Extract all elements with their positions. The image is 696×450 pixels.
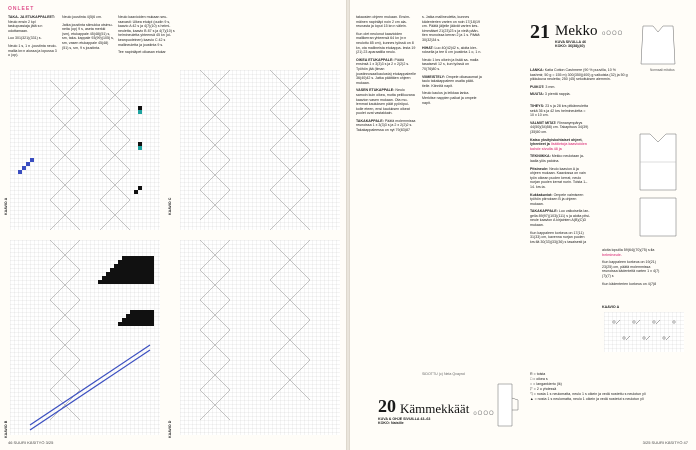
brand-label: ONLEET <box>8 6 35 12</box>
legend-text: = oikea s <box>533 377 548 381</box>
chart-grid-lines <box>10 70 160 230</box>
page-footer-left: 46 SUURI KÄSITYÖ 3/25 <box>8 440 54 445</box>
decorative-dots: oOOO <box>473 411 495 417</box>
paragraph: 3 mm. <box>545 84 556 89</box>
legend-symbol: ◸ <box>530 387 533 391</box>
paragraph: Päätä ensinsä 1 x 3(3)3 s ja 2 x 2(2)2 s. Työhön jää (ilman joustinnosaa/kaulusta) etukappaleelle 36(40)42 s. Jatka päättäen ohjeen mukaan. <box>356 57 416 85</box>
pattern-subtitle: KUVA & OHJE SIVUILLA 43–63 <box>378 417 431 421</box>
chart-legend <box>530 372 690 402</box>
highlight-text: helmineule. <box>602 252 622 257</box>
chart-grid-lines <box>180 70 340 230</box>
heading: TEKNIIKKA: <box>530 154 551 159</box>
right-col-2 <box>422 15 482 108</box>
pattern-21-right-col <box>602 248 662 289</box>
heading: OIKEA ETUKAPPALE: <box>356 57 394 62</box>
paragraph: Katia Cotton Cashmere (90 % puuvilla, 10 % kashmir, 50 g = 155 m) 300(350)(400) g valkoista (32) ja 50 g pikkukuva neuletta; 250 (45) sekoituksen aiemmin. <box>530 68 628 82</box>
paragraph: 23 s ja 28 krs pitkäneuletta sekä 36 s ja 42 krs helmineuletta = 10 x 10 cm. <box>530 104 588 118</box>
chart-grid-lines <box>180 240 340 435</box>
paragraph: Neulo 1 s, 1 n -joustinta neulo- mallia kn:n alussa ja lopussa 3 o (op). <box>8 43 57 58</box>
heading: Katso yksityiskohtaiset ohjeet, lyhenteet ja <box>530 137 583 147</box>
heading: VALMIIT MITAT: <box>530 120 557 125</box>
paragraph: 3 pientä nappia. <box>544 92 571 97</box>
paragraph: Jatka joustinta silmukka otsimu- neita (op) 9 s, aseta merkki (sm), etukappale 45(48)(51) s, sm, taka- kappale 93(99)(105) s, sm, vasen etukappale 45(48)(51) s, sm, 9 s joustinta. <box>62 22 114 50</box>
pattern-subtitle: KUVA SIVULLA 46 <box>555 40 587 44</box>
left-col-1 <box>8 15 58 61</box>
legend-text: = langankierto (lk) <box>533 382 562 386</box>
lace-chart <box>604 312 684 352</box>
legend-symbol: ○ <box>530 382 533 386</box>
pattern-title: Mekko <box>555 23 598 39</box>
heading: VASEN ETUKAPPALE: <box>356 88 395 93</box>
paragraph: Mekko neulotaan ja- laalla ylös paloina. <box>530 154 585 163</box>
paragraph: Neulo kaavion A ja ohjeen mukaan. Kaaviossa on vain työn oikean puolen kerrat, neulo nurjan puolen kerrat nurin. Toista 1–14. krs:ia. <box>530 166 588 189</box>
knit-chart-b <box>10 240 160 435</box>
chart-label-b: KAAVIO B <box>4 420 8 438</box>
heading: TIHEYS: <box>530 104 545 108</box>
decorative-dots: oOOO <box>601 31 624 37</box>
paragraph: Ompele valmiseen työhön piirroksen B ja ohjeen mukaan. <box>530 192 584 206</box>
paragraph: Päätä molemmissa reunoissa 1 x 3(3)3 s ja 2 x 2(2)2 s. Takakappaleessa on nyt 79(83)87 <box>356 118 416 133</box>
pattern-21-header <box>530 22 640 49</box>
photo-credit: SIDOTTU (c) Nela Qvaynd <box>422 372 465 376</box>
paragraph: Neulo samoin kuin oikea, mutta peilikuvana kaavion vasen mukaan. Ota mo- lemmat kauluksen päät pyöröpui- kolle eteen, ensi kauluksen oikeat puolet ovat vastakkain. <box>356 88 415 116</box>
knit-chart-c <box>180 70 340 230</box>
legend-symbol: □ <box>530 377 533 381</box>
paragraph: Tee napinläpet olkasan etukar <box>118 50 166 55</box>
legend-symbol: ◹ <box>530 392 533 396</box>
paragraph: Kun olet neulonut kaavioiden mallikerran yhteensä 64 kn (n:n neulottu 85 cm), kunnes työssä on 8 kn, ota mallineista etukappa- lesta 19 (21) 23 aparaatilla neulo. <box>356 31 416 55</box>
paragraph: Neulo kaulus ja leikkaa lanka. Merkitse nappien paikat ja ompele napit. <box>422 91 477 105</box>
pattern-number: 20 <box>378 396 396 416</box>
pattern-21-left-col <box>530 104 590 247</box>
heading: Pitsineule: <box>530 166 549 171</box>
pattern-20-header <box>378 396 495 426</box>
legend-symbol: ▲ <box>530 397 534 401</box>
schematic-label: Normaali mitoitus <box>650 68 675 72</box>
chart-grid-lines <box>604 312 684 352</box>
heading: VIIMEISTELY: <box>422 74 445 79</box>
heading: Kukkakuviot: <box>530 192 553 197</box>
paragraph: Luo 40(42)42 s, aloita kier- roksella ja tee 6 cm joustinta 1 o, 1 n. <box>422 45 482 55</box>
right-page <box>350 0 696 450</box>
paragraph: Luo valkoisella lan- gella 89(97)(103)(111) s ja aloita pitsi- neule kaavion A kirjainten A(B)(C)D mukaan. <box>530 209 590 228</box>
pattern-number: 21 <box>530 21 550 43</box>
mitten-schematic <box>490 380 522 430</box>
paragraph: Neulo joustinta 4(5)6 cm. <box>62 15 102 19</box>
paragraph: Rinnanympärys 44(50)(54)58) cm. Takapituus 34(39)(35)50 cm. <box>530 120 589 134</box>
legend-text: = nosta 1 s neulomatta, neulo 1 oikein ja vedä nostetut s neulotun yli <box>534 397 644 401</box>
heading: MUUTA: <box>530 92 544 97</box>
paragraph: s. Jatka mallineuletta, kunnes kädenterien varten on noin 17(18)19 cm. Päätä jäljelle jäävät varten kes- kimmäiset 21(23)23 s ja vielä pään- tien reunoissa kerran 2 ja 1 s. Päätä 30(32)34 s. <box>422 15 480 42</box>
pattern-size: KOKO: Naisille <box>378 421 404 426</box>
paragraph: Neulo ensin 2 kpl taskupussiaja jätä s:n odottamaan. <box>8 19 43 33</box>
legend-text: = nosta 1 s neulomatta, neulo 1 s oikein ja vedä nostettu s neulotun yli <box>533 392 646 396</box>
chart-label-a: KAAVIO A <box>4 197 8 215</box>
garment-schematic-front <box>632 132 684 192</box>
paragraph: Kun kädenterien korkeus on 4(7)8 <box>602 281 657 286</box>
pattern-size: KOKO: 36(38)(40) <box>555 44 585 49</box>
paragraph: Kun kappaleen korkeus on 19(21) 23(25) cm, päätä molemmissa reunoissa kädenteitä varten 1 x 4(7)(7)(7) s <box>602 260 660 278</box>
heading: TAKAKAPPALE: <box>530 209 558 214</box>
heading: HIHAT: <box>422 45 434 50</box>
left-col-2 <box>62 15 114 53</box>
heading: LANKA: <box>530 68 544 72</box>
paragraph: Neulo kaavioiden mukaan seu- raavasti: Ulkea etukpl (oudin 9 s, kaavio A 42 s ja 4(7)(10) s helmi- neuletta, kaavio B 87 s ja 4(7)(10) s helmineuletta yhteensä 45 kn (oi- keanpuoleinen) kaavio C 42 s mallineuletta ja joustinta 9 s. <box>118 15 175 47</box>
paragraph: Neulo 1 krs oikein ja lisää sa- maila tasaisesti 12 s, kun työssä on 70(76)80 s. <box>422 57 479 71</box>
chart-label-d: KAAVIO D <box>168 420 172 438</box>
heading: TAKA- JA ETUKAPPALEET: <box>8 15 55 19</box>
page-footer-right: 3/25 SUURI KÄSITYÖ 47 <box>642 440 688 445</box>
heading: TAKAKAPPALE: <box>356 118 384 123</box>
chart-label-c: KAAVIO C <box>168 197 172 215</box>
highlight-text: lisätietoja kaavioiden kohde sivulla 48 ja <box>530 142 587 151</box>
right-col-1 <box>356 15 416 136</box>
legend-text: = 2 o yhdessä <box>533 387 557 391</box>
legend-symbol: R <box>530 372 533 376</box>
garment-schematic-top <box>633 24 683 66</box>
left-page <box>0 0 346 450</box>
paragraph: Luo 301(321)(331) s. <box>8 36 42 41</box>
garment-schematic-back <box>632 196 684 238</box>
heading: PUIKOT: <box>530 84 545 89</box>
legend-text: = toista <box>533 372 546 376</box>
pattern-21-details <box>530 68 630 100</box>
legend-item <box>530 397 690 402</box>
paragraph: aloita lopuilla 59(64)(70)(75) s:lla <box>602 248 655 252</box>
paragraph: Ompele olkasaumat ja taulo takakappaleen osalta päät- tielle. Kiinnitä napit. <box>422 74 482 88</box>
knit-chart-a <box>10 70 160 230</box>
pattern-title: Kämmekkäät <box>400 401 470 416</box>
left-col-3 <box>118 15 180 58</box>
chart-label: KAAVIO A <box>602 305 620 309</box>
paragraph: Kun kappaleen korkeus on 17(11) 31(33) cm, kavenna nurjan puolen krs:llä 30(33)(33)(36) s tasaisesti ja <box>530 230 587 244</box>
knit-chart-d <box>180 240 340 435</box>
paragraph: takaosien ohjeen mukaan. Ensim- mäinen napinläpi noin 2 cm ala- reunasta ja loput 15 kn:n välein. <box>356 15 411 29</box>
